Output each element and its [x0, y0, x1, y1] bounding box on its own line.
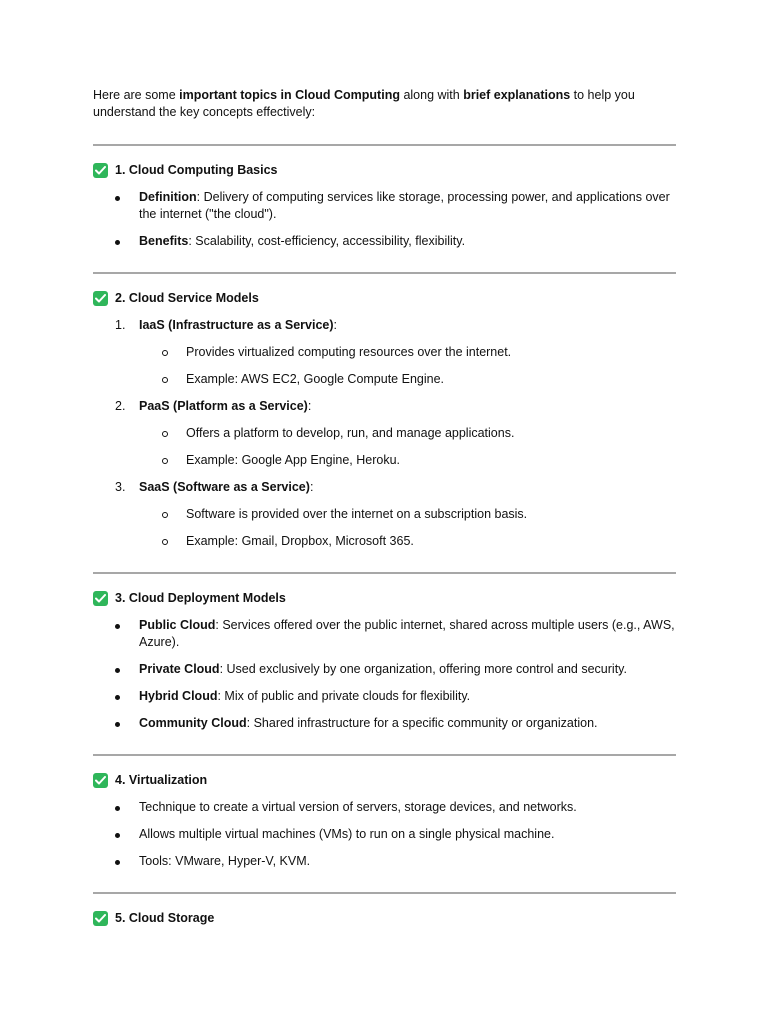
item-text: : Services offered over the public internet, shared across multiple users (e.g., AWS, Azure).	[139, 618, 675, 649]
intro-text: Here are some	[93, 88, 180, 102]
list-item	[93, 189, 676, 223]
item-label: IaaS (Infrastructure as a Service)	[139, 318, 334, 332]
list-item-iaas	[93, 317, 676, 388]
section-cloud-computing-basics	[93, 146, 676, 272]
sub-item: Offers a platform to develop, run, and manage applications.	[139, 425, 676, 442]
sub-list	[139, 425, 676, 469]
list-item	[93, 233, 676, 250]
list-item	[93, 688, 676, 705]
list-item-saas	[93, 479, 676, 550]
item-text: : Mix of public and private clouds for flexibility.	[217, 689, 471, 703]
intro-text: to help you understand the key concepts effectively:	[93, 88, 635, 119]
item-label: Community Cloud	[139, 716, 247, 730]
intro-bold-explanations: brief explanations	[463, 88, 571, 102]
section-title: 3. Cloud Deployment Models	[115, 591, 286, 605]
sub-list	[139, 506, 676, 550]
item-number: 3.	[115, 480, 126, 494]
section-cloud-storage	[93, 894, 676, 949]
item-number: 1.	[115, 318, 126, 332]
section-title: 4. Virtualization	[115, 773, 208, 787]
sub-item: Example: Gmail, Dropbox, Microsoft 365.	[139, 533, 676, 550]
bullet-list	[93, 189, 676, 250]
item-suffix: :	[309, 480, 314, 494]
item-label: Public Cloud	[139, 618, 216, 632]
item-label: Benefits	[139, 234, 189, 248]
item-text: : Shared infrastructure for a specific community or organization.	[246, 716, 598, 730]
item-label: Private Cloud	[139, 662, 220, 676]
section-heading	[93, 910, 676, 927]
check-box-icon	[93, 591, 108, 606]
section-title: 2. Cloud Service Models	[115, 291, 259, 305]
item-number: 2.	[115, 399, 126, 413]
sub-item: Example: AWS EC2, Google Compute Engine.	[139, 371, 676, 388]
section-heading	[93, 290, 676, 307]
bullet-list	[93, 799, 676, 870]
check-box-icon	[93, 163, 108, 178]
section-cloud-service-models	[93, 274, 676, 572]
item-suffix: :	[333, 318, 338, 332]
numbered-list	[93, 317, 676, 550]
bullet-list	[93, 617, 676, 732]
sub-item: Software is provided over the internet on a subscription basis.	[139, 506, 676, 523]
item-label: PaaS (Platform as a Service)	[139, 399, 308, 413]
intro-text: along with	[399, 88, 464, 102]
check-box-icon	[93, 291, 108, 306]
check-box-icon	[93, 911, 108, 926]
sub-list	[139, 344, 676, 388]
item-suffix: :	[307, 399, 312, 413]
item-text: : Used exclusively by one organization, offering more control and security.	[219, 662, 627, 676]
list-item	[93, 661, 676, 678]
list-item	[93, 715, 676, 732]
section-heading	[93, 590, 676, 607]
sub-item: Example: Google App Engine, Heroku.	[139, 452, 676, 469]
item-label: Definition	[139, 190, 197, 204]
section-virtualization	[93, 756, 676, 892]
document-content	[93, 87, 676, 949]
section-cloud-deployment-models	[93, 574, 676, 754]
list-item	[93, 617, 676, 651]
list-item: Allows multiple virtual machines (VMs) to run on a single physical machine.	[93, 826, 676, 843]
item-text: : Scalability, cost-efficiency, accessibility, flexibility.	[188, 234, 466, 248]
item-label: SaaS (Software as a Service)	[139, 480, 310, 494]
section-heading	[93, 162, 676, 179]
section-heading	[93, 772, 676, 789]
sub-item: Provides virtualized computing resources over the internet.	[139, 344, 676, 361]
item-label: Hybrid Cloud	[139, 689, 218, 703]
intro-paragraph	[93, 87, 676, 121]
list-item: Technique to create a virtual version of servers, storage devices, and networks.	[93, 799, 676, 816]
item-text: : Delivery of computing services like storage, processing power, and applications over the internet ("the cloud").	[139, 190, 670, 221]
section-title: 1. Cloud Computing Basics	[115, 163, 278, 177]
section-title: 5. Cloud Storage	[115, 911, 215, 925]
intro-bold-topics: important topics in Cloud Computing	[179, 88, 400, 102]
check-box-icon	[93, 773, 108, 788]
list-item: Tools: VMware, Hyper-V, KVM.	[93, 853, 676, 870]
list-item-paas	[93, 398, 676, 469]
